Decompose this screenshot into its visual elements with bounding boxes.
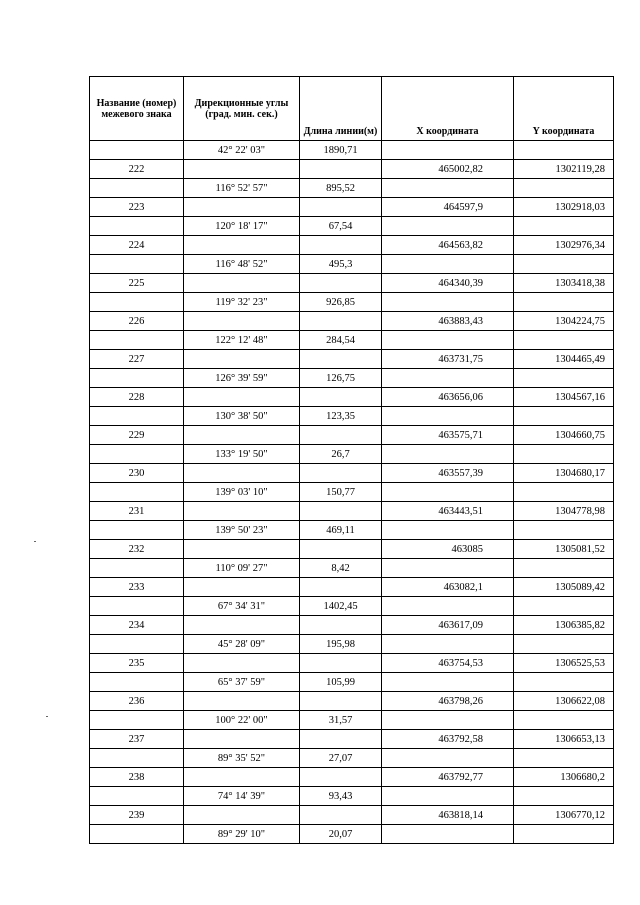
segment-row (90, 293, 614, 312)
angle-cell: 139° 03' 10" (184, 483, 300, 502)
boundary-coordinates-table (89, 76, 614, 844)
angle-cell: 139° 50' 23" (184, 521, 300, 540)
x-coordinate-cell: 463082,1 (382, 578, 514, 597)
x-coordinate-cell: 464597,9 (382, 198, 514, 217)
angle-cell (184, 578, 300, 597)
y-coordinate-cell: 1304778,98 (514, 502, 614, 521)
angle-cell: 116° 48' 52" (184, 255, 300, 274)
point-name-cell (90, 407, 184, 426)
length-cell (300, 312, 382, 331)
angle-cell (184, 236, 300, 255)
point-row (90, 768, 614, 787)
length-cell (300, 236, 382, 255)
length-cell (300, 426, 382, 445)
segment-row (90, 521, 614, 540)
x-coordinate-cell (382, 597, 514, 616)
y-coordinate-cell: 1305081,52 (514, 540, 614, 559)
length-cell: 123,35 (300, 407, 382, 426)
angle-cell (184, 616, 300, 635)
length-cell: 8,42 (300, 559, 382, 578)
length-cell (300, 502, 382, 521)
point-row (90, 692, 614, 711)
x-coordinate-cell: 463656,06 (382, 388, 514, 407)
x-coordinate-cell: 465002,82 (382, 160, 514, 179)
segment-row (90, 331, 614, 350)
point-name-cell (90, 179, 184, 198)
y-coordinate-cell (514, 179, 614, 198)
angle-cell: 67° 34' 31" (184, 597, 300, 616)
x-coordinate-cell (382, 673, 514, 692)
length-cell (300, 160, 382, 179)
length-cell (300, 578, 382, 597)
point-name-cell: 225 (90, 274, 184, 293)
y-coordinate-cell: 1305089,42 (514, 578, 614, 597)
scan-speck (34, 541, 36, 542)
length-cell: 895,52 (300, 179, 382, 198)
length-cell (300, 654, 382, 673)
angle-cell: 74° 14' 39" (184, 787, 300, 806)
point-name-cell: 238 (90, 768, 184, 787)
point-row (90, 730, 614, 749)
segment-row (90, 711, 614, 730)
point-name-cell (90, 673, 184, 692)
point-name-cell: 223 (90, 198, 184, 217)
y-coordinate-cell (514, 673, 614, 692)
x-coordinate-cell (382, 331, 514, 350)
y-coordinate-cell (514, 293, 614, 312)
x-coordinate-cell: 464563,82 (382, 236, 514, 255)
angle-cell: 42° 22' 03" (184, 141, 300, 160)
point-name-cell (90, 635, 184, 654)
segment-row (90, 141, 614, 160)
angle-cell (184, 388, 300, 407)
segment-row (90, 483, 614, 502)
angle-cell: 100° 22' 00" (184, 711, 300, 730)
point-row (90, 502, 614, 521)
x-coordinate-cell (382, 369, 514, 388)
y-coordinate-cell (514, 141, 614, 160)
angle-cell (184, 692, 300, 711)
y-coordinate-cell (514, 445, 614, 464)
x-coordinate-cell: 463575,71 (382, 426, 514, 445)
length-cell: 67,54 (300, 217, 382, 236)
length-cell: 1890,71 (300, 141, 382, 160)
angle-cell (184, 350, 300, 369)
scan-speck (46, 716, 48, 717)
x-coordinate-cell (382, 635, 514, 654)
angle-cell: 89° 29' 10" (184, 825, 300, 844)
length-cell (300, 540, 382, 559)
point-name-cell: 237 (90, 730, 184, 749)
length-cell (300, 692, 382, 711)
angle-cell: 110° 09' 27" (184, 559, 300, 578)
segment-row (90, 635, 614, 654)
y-coordinate-cell: 1304224,75 (514, 312, 614, 331)
angle-cell (184, 806, 300, 825)
length-cell: 150,77 (300, 483, 382, 502)
x-coordinate-cell (382, 445, 514, 464)
point-row (90, 236, 614, 255)
length-cell (300, 730, 382, 749)
x-coordinate-cell: 463731,75 (382, 350, 514, 369)
y-coordinate-cell: 1306680,2 (514, 768, 614, 787)
point-row (90, 274, 614, 293)
point-name-cell: 233 (90, 578, 184, 597)
angle-cell: 65° 37' 59" (184, 673, 300, 692)
x-coordinate-cell: 463818,14 (382, 806, 514, 825)
length-cell (300, 768, 382, 787)
segment-row (90, 825, 614, 844)
y-coordinate-cell (514, 217, 614, 236)
length-cell: 31,57 (300, 711, 382, 730)
point-name-cell (90, 559, 184, 578)
length-cell: 26,7 (300, 445, 382, 464)
x-coordinate-cell: 463798,26 (382, 692, 514, 711)
point-name-cell (90, 787, 184, 806)
x-coordinate-cell (382, 749, 514, 768)
angle-cell (184, 198, 300, 217)
x-coordinate-cell (382, 559, 514, 578)
header-row (90, 77, 614, 141)
y-coordinate-cell (514, 597, 614, 616)
length-cell (300, 350, 382, 369)
length-cell (300, 198, 382, 217)
angle-cell (184, 464, 300, 483)
y-coordinate-cell: 1302119,28 (514, 160, 614, 179)
x-coordinate-cell: 463443,51 (382, 502, 514, 521)
point-row (90, 312, 614, 331)
length-cell (300, 464, 382, 483)
length-cell: 284,54 (300, 331, 382, 350)
segment-row (90, 255, 614, 274)
point-name-cell: 239 (90, 806, 184, 825)
y-coordinate-cell (514, 407, 614, 426)
point-name-cell (90, 217, 184, 236)
angle-cell (184, 540, 300, 559)
length-cell: 20,07 (300, 825, 382, 844)
header-name: Название (номер) межевого знака (90, 77, 184, 141)
y-coordinate-cell: 1306385,82 (514, 616, 614, 635)
y-coordinate-cell: 1304680,17 (514, 464, 614, 483)
x-coordinate-cell (382, 293, 514, 312)
x-coordinate-cell: 463754,53 (382, 654, 514, 673)
length-cell (300, 806, 382, 825)
point-row (90, 540, 614, 559)
header-x: X координата (382, 77, 514, 141)
angle-cell (184, 502, 300, 521)
length-cell (300, 616, 382, 635)
segment-row (90, 597, 614, 616)
segment-row (90, 217, 614, 236)
y-coordinate-cell (514, 255, 614, 274)
x-coordinate-cell (382, 255, 514, 274)
y-coordinate-cell (514, 787, 614, 806)
x-coordinate-cell (382, 711, 514, 730)
length-cell (300, 388, 382, 407)
x-coordinate-cell (382, 179, 514, 198)
point-name-cell: 228 (90, 388, 184, 407)
point-name-cell (90, 445, 184, 464)
y-coordinate-cell: 1306622,08 (514, 692, 614, 711)
point-row (90, 806, 614, 825)
length-cell: 495,3 (300, 255, 382, 274)
segment-row (90, 559, 614, 578)
segment-row (90, 369, 614, 388)
segment-row (90, 673, 614, 692)
x-coordinate-cell: 463883,43 (382, 312, 514, 331)
y-coordinate-cell: 1306770,12 (514, 806, 614, 825)
length-cell: 93,43 (300, 787, 382, 806)
point-row (90, 350, 614, 369)
table-header (90, 77, 614, 141)
point-row (90, 578, 614, 597)
angle-cell (184, 160, 300, 179)
point-name-cell (90, 331, 184, 350)
x-coordinate-cell (382, 787, 514, 806)
y-coordinate-cell: 1304567,16 (514, 388, 614, 407)
x-coordinate-cell (382, 825, 514, 844)
point-row (90, 616, 614, 635)
angle-cell: 133° 19' 50" (184, 445, 300, 464)
point-name-cell (90, 141, 184, 160)
x-coordinate-cell (382, 407, 514, 426)
point-name-cell: 230 (90, 464, 184, 483)
angle-cell (184, 274, 300, 293)
x-coordinate-cell (382, 483, 514, 502)
length-cell (300, 274, 382, 293)
y-coordinate-cell: 1302918,03 (514, 198, 614, 217)
segment-row (90, 749, 614, 768)
table-body (90, 141, 614, 844)
x-coordinate-cell: 463792,58 (382, 730, 514, 749)
x-coordinate-cell: 464340,39 (382, 274, 514, 293)
length-cell: 27,07 (300, 749, 382, 768)
angle-cell: 120° 18' 17" (184, 217, 300, 236)
point-name-cell: 222 (90, 160, 184, 179)
point-name-cell: 224 (90, 236, 184, 255)
point-name-cell: 227 (90, 350, 184, 369)
angle-cell: 122° 12' 48" (184, 331, 300, 350)
length-cell: 195,98 (300, 635, 382, 654)
point-name-cell (90, 369, 184, 388)
y-coordinate-cell: 1306653,13 (514, 730, 614, 749)
point-row (90, 464, 614, 483)
x-coordinate-cell (382, 141, 514, 160)
angle-cell (184, 426, 300, 445)
angle-cell (184, 654, 300, 673)
length-cell: 126,75 (300, 369, 382, 388)
point-name-cell: 236 (90, 692, 184, 711)
length-cell: 469,11 (300, 521, 382, 540)
segment-row (90, 179, 614, 198)
y-coordinate-cell (514, 521, 614, 540)
y-coordinate-cell (514, 749, 614, 768)
y-coordinate-cell (514, 559, 614, 578)
point-name-cell: 234 (90, 616, 184, 635)
x-coordinate-cell (382, 521, 514, 540)
angle-cell (184, 730, 300, 749)
segment-row (90, 787, 614, 806)
point-name-cell: 229 (90, 426, 184, 445)
y-coordinate-cell (514, 369, 614, 388)
angle-cell: 130° 38' 50" (184, 407, 300, 426)
y-coordinate-cell (514, 483, 614, 502)
point-name-cell (90, 293, 184, 312)
y-coordinate-cell (514, 635, 614, 654)
y-coordinate-cell: 1302976,34 (514, 236, 614, 255)
angle-cell: 116° 52' 57" (184, 179, 300, 198)
y-coordinate-cell (514, 825, 614, 844)
length-cell: 926,85 (300, 293, 382, 312)
point-row (90, 198, 614, 217)
x-coordinate-cell: 463557,39 (382, 464, 514, 483)
length-cell: 1402,45 (300, 597, 382, 616)
header-length: Длина линии(м) (300, 77, 382, 141)
point-row (90, 426, 614, 445)
point-name-cell (90, 825, 184, 844)
y-coordinate-cell (514, 331, 614, 350)
x-coordinate-cell: 463085 (382, 540, 514, 559)
point-name-cell (90, 483, 184, 502)
y-coordinate-cell: 1306525,53 (514, 654, 614, 673)
angle-cell (184, 312, 300, 331)
x-coordinate-cell: 463617,09 (382, 616, 514, 635)
header-angle: Дирекционные углы (град. мин. сек.) (184, 77, 300, 141)
angle-cell: 45° 28' 09" (184, 635, 300, 654)
point-name-cell: 226 (90, 312, 184, 331)
point-row (90, 160, 614, 179)
point-name-cell (90, 521, 184, 540)
angle-cell: 89° 35' 52" (184, 749, 300, 768)
point-name-cell (90, 597, 184, 616)
y-coordinate-cell: 1303418,38 (514, 274, 614, 293)
angle-cell: 119° 32' 23" (184, 293, 300, 312)
point-name-cell: 235 (90, 654, 184, 673)
point-row (90, 388, 614, 407)
segment-row (90, 445, 614, 464)
point-name-cell (90, 711, 184, 730)
point-row (90, 654, 614, 673)
point-name-cell: 232 (90, 540, 184, 559)
point-name-cell (90, 749, 184, 768)
angle-cell: 126° 39' 59" (184, 369, 300, 388)
y-coordinate-cell: 1304660,75 (514, 426, 614, 445)
x-coordinate-cell (382, 217, 514, 236)
point-name-cell: 231 (90, 502, 184, 521)
y-coordinate-cell: 1304465,49 (514, 350, 614, 369)
length-cell: 105,99 (300, 673, 382, 692)
x-coordinate-cell: 463792,77 (382, 768, 514, 787)
segment-row (90, 407, 614, 426)
point-name-cell (90, 255, 184, 274)
y-coordinate-cell (514, 711, 614, 730)
angle-cell (184, 768, 300, 787)
header-y: Y координата (514, 77, 614, 141)
